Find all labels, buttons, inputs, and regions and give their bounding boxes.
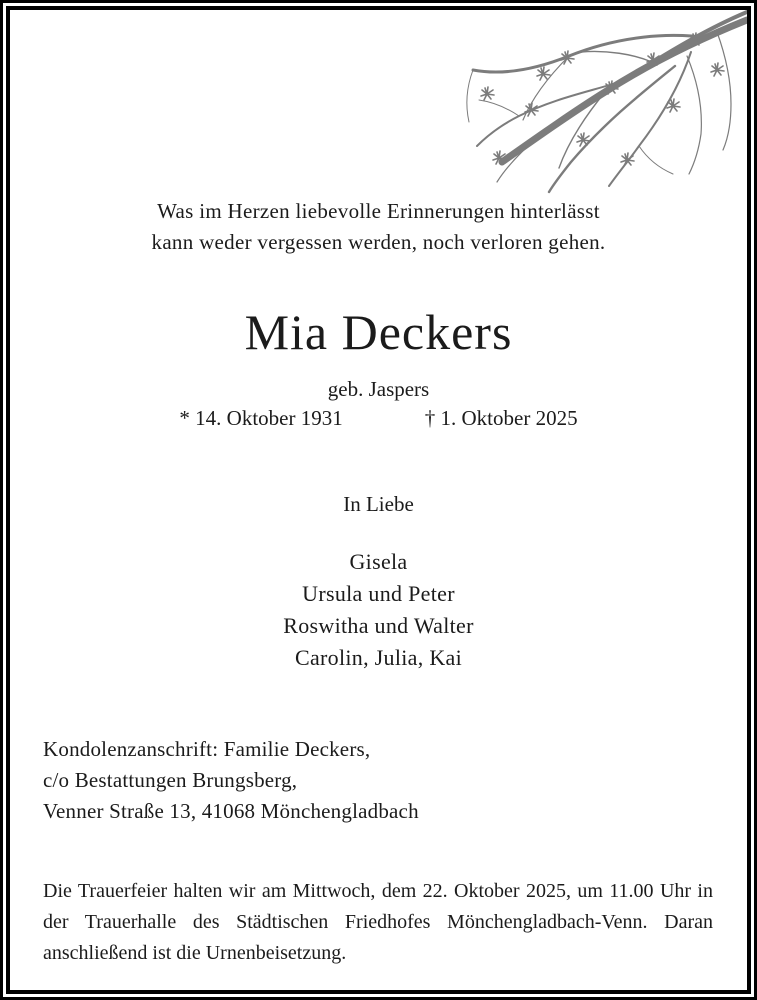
epigraph-line-2: kann weder vergessen werden, noch verloren gehen. [151, 230, 606, 254]
mourner-name: Carolin, Julia, Kai [294, 645, 462, 670]
mourner-name: Gisela [349, 549, 408, 574]
branch-illustration-icon [447, 10, 747, 198]
epigraph-line-1: Was im Herzen liebevolle Erinnerungen hinterlässt [157, 199, 600, 223]
farewell-text: In Liebe [343, 492, 414, 516]
deceased-name: Mia Deckers [244, 304, 513, 360]
condolence-line-1: Kondolenzanschrift: Familie Deckers, [43, 737, 371, 761]
birth-date: * 14. Oktober 1931 [179, 406, 343, 430]
mourner-name: Roswitha und Walter [283, 613, 474, 638]
maiden-name: geb. Jaspers [327, 377, 430, 401]
death-date: † 1. Oktober 2025 [424, 406, 578, 430]
funeral-info-paragraph: Die Trauerfeier halten wir am Mittwoch, dem 22. Oktober 2025, um 11.00 Uhr in der Trauerhalle des Städtischen Friedhofes Mönchengladbach-Venn. Daran anschließend ist die Urnenbeisetzung. [43, 880, 713, 964]
condolence-address [43, 734, 707, 827]
inner-border-frame [6, 6, 751, 994]
life-dates [10, 404, 747, 432]
condolence-line-3: Venner Straße 13, 41068 Mönchengladbach [43, 799, 419, 823]
epigraph [10, 196, 747, 258]
condolence-line-2: c/o Bestattungen Brungsberg, [43, 768, 298, 792]
mourner-name: Ursula und Peter [302, 581, 455, 606]
mourners-list [10, 546, 747, 674]
